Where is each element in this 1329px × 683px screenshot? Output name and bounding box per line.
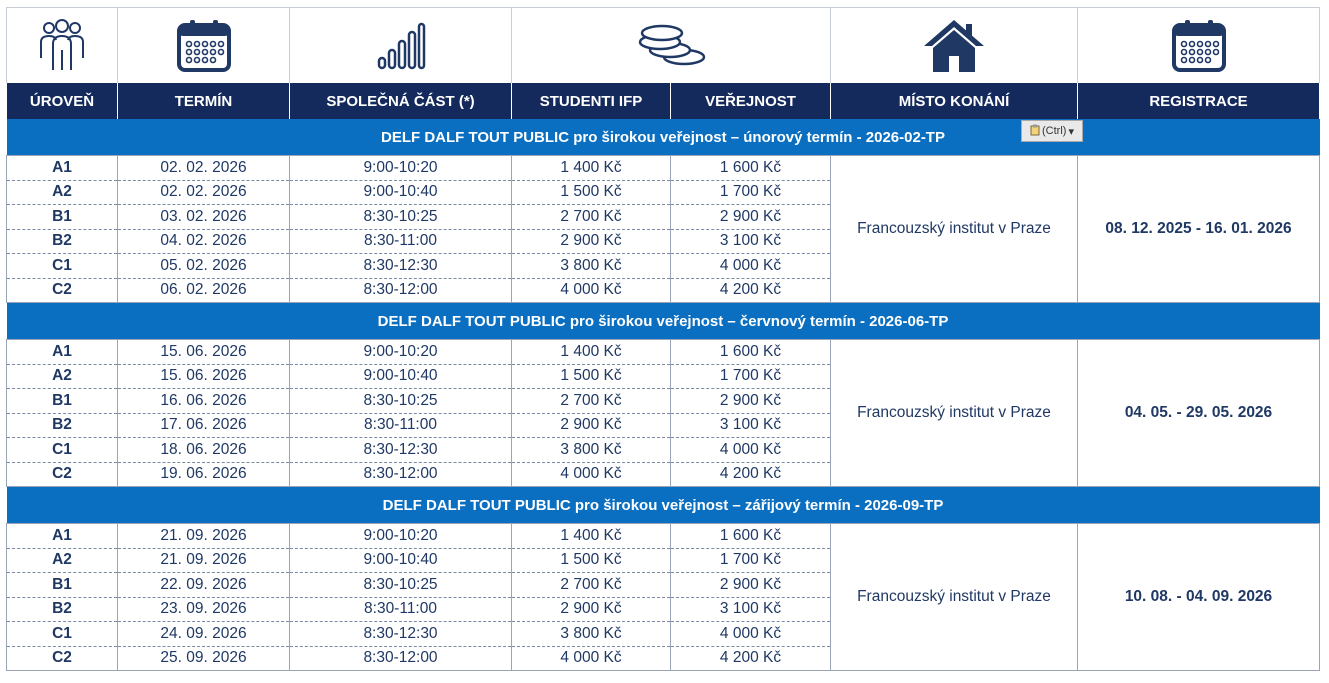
icon-cell-level [7, 8, 118, 84]
registration-cell: 08. 12. 2025 - 16. 01. 2026 [1078, 156, 1320, 303]
students-price-cell: 2 900 Kč [512, 413, 671, 438]
level-cell: B2 [7, 413, 118, 438]
level-cell: A1 [7, 156, 118, 181]
time-cell: 8:30-12:00 [290, 646, 512, 671]
level-cell: C1 [7, 438, 118, 463]
public-price-cell: 1 700 Kč [671, 548, 831, 573]
public-price-cell: 4 000 Kč [671, 438, 831, 463]
public-price-cell: 4 200 Kč [671, 462, 831, 487]
time-cell: 9:00-10:20 [290, 524, 512, 549]
section-title: DELF DALF TOUT PUBLIC pro širokou veřejnost – červnový termín - 2026-06-TP [7, 303, 1320, 340]
time-cell: 8:30-10:25 [290, 205, 512, 230]
date-cell: 21. 09. 2026 [118, 548, 290, 573]
time-cell: 8:30-12:30 [290, 622, 512, 647]
date-cell: 24. 09. 2026 [118, 622, 290, 647]
header-row [7, 83, 1320, 119]
time-cell: 8:30-10:25 [290, 573, 512, 598]
date-cell: 22. 09. 2026 [118, 573, 290, 598]
calendar-icon [1171, 19, 1227, 73]
students-price-cell: 2 900 Kč [512, 597, 671, 622]
date-cell: 06. 02. 2026 [118, 278, 290, 303]
date-cell: 17. 06. 2026 [118, 413, 290, 438]
public-price-cell: 1 600 Kč [671, 340, 831, 365]
students-price-cell: 2 900 Kč [512, 229, 671, 254]
students-price-cell: 4 000 Kč [512, 278, 671, 303]
students-price-cell: 3 800 Kč [512, 438, 671, 463]
level-cell: C2 [7, 462, 118, 487]
date-cell: 25. 09. 2026 [118, 646, 290, 671]
exam-schedule-table [6, 7, 1320, 671]
level-cell: C1 [7, 622, 118, 647]
public-price-cell: 2 900 Kč [671, 389, 831, 414]
public-price-cell: 3 100 Kč [671, 597, 831, 622]
public-price-cell: 3 100 Kč [671, 413, 831, 438]
level-cell: C2 [7, 278, 118, 303]
section-title: DELF DALF TOUT PUBLIC pro širokou veřejnost – únorový termín - 2026-02-TP [7, 119, 1320, 156]
students-price-cell: 3 800 Kč [512, 254, 671, 279]
date-cell: 02. 02. 2026 [118, 180, 290, 205]
public-price-cell: 2 900 Kč [671, 573, 831, 598]
header-place: MÍSTO KONÁNÍ [831, 83, 1078, 119]
section-header-row [7, 487, 1320, 524]
level-cell: C2 [7, 646, 118, 671]
students-price-cell: 3 800 Kč [512, 622, 671, 647]
header-common: SPOLEČNÁ ČÁST (*) [290, 83, 512, 119]
level-cell: A1 [7, 340, 118, 365]
calendar-icon [176, 19, 232, 73]
date-cell: 23. 09. 2026 [118, 597, 290, 622]
public-price-cell: 2 900 Kč [671, 205, 831, 230]
level-cell: A2 [7, 548, 118, 573]
time-cell: 8:30-12:30 [290, 438, 512, 463]
time-cell: 9:00-10:40 [290, 548, 512, 573]
level-cell: C1 [7, 254, 118, 279]
date-cell: 16. 06. 2026 [118, 389, 290, 414]
table-row [7, 340, 1320, 365]
section-title: DELF DALF TOUT PUBLIC pro širokou veřejnost – zářijový termín - 2026-09-TP [7, 487, 1320, 524]
public-price-cell: 4 200 Kč [671, 278, 831, 303]
public-price-cell: 1 700 Kč [671, 364, 831, 389]
level-cell: B1 [7, 573, 118, 598]
students-price-cell: 1 400 Kč [512, 156, 671, 181]
public-price-cell: 4 000 Kč [671, 254, 831, 279]
place-cell: Francouzský institut v Praze [831, 340, 1078, 487]
registration-cell: 04. 05. - 29. 05. 2026 [1078, 340, 1320, 487]
time-cell: 8:30-11:00 [290, 413, 512, 438]
students-price-cell: 1 400 Kč [512, 340, 671, 365]
time-cell: 9:00-10:20 [290, 340, 512, 365]
students-price-cell: 1 500 Kč [512, 180, 671, 205]
students-price-cell: 4 000 Kč [512, 462, 671, 487]
date-cell: 18. 06. 2026 [118, 438, 290, 463]
section-header-row [7, 303, 1320, 340]
time-cell: 9:00-10:20 [290, 156, 512, 181]
students-price-cell: 2 700 Kč [512, 573, 671, 598]
header-public: VEŘEJNOST [671, 83, 831, 119]
students-price-cell: 1 500 Kč [512, 548, 671, 573]
date-cell: 15. 06. 2026 [118, 340, 290, 365]
icon-cell-price [512, 8, 831, 84]
registration-cell: 10. 08. - 04. 09. 2026 [1078, 524, 1320, 671]
header-registration: REGISTRACE [1078, 83, 1320, 119]
section-header-row [7, 119, 1320, 156]
time-cell: 8:30-11:00 [290, 597, 512, 622]
icon-cell-registration [1078, 8, 1320, 84]
icon-cell-place [831, 8, 1078, 84]
header-level: ÚROVEŇ [7, 83, 118, 119]
table-row [7, 524, 1320, 549]
place-cell: Francouzský institut v Praze [831, 524, 1078, 671]
date-cell: 02. 02. 2026 [118, 156, 290, 181]
students-price-cell: 2 700 Kč [512, 205, 671, 230]
students-price-cell: 4 000 Kč [512, 646, 671, 671]
students-price-cell: 2 700 Kč [512, 389, 671, 414]
time-cell: 8:30-12:00 [290, 462, 512, 487]
paste-options-button[interactable] [1021, 120, 1083, 142]
time-cell: 8:30-12:30 [290, 254, 512, 279]
time-cell: 8:30-10:25 [290, 389, 512, 414]
header-students: STUDENTI IFP [512, 83, 671, 119]
date-cell: 21. 09. 2026 [118, 524, 290, 549]
public-price-cell: 4 200 Kč [671, 646, 831, 671]
coins-icon [634, 24, 708, 68]
caret-down-icon: ▾ [1068, 125, 1074, 138]
date-cell: 15. 06. 2026 [118, 364, 290, 389]
level-cell: B1 [7, 389, 118, 414]
table-row [7, 156, 1320, 181]
people-icon [36, 18, 88, 74]
clipboard-icon [1030, 124, 1040, 139]
date-cell: 04. 02. 2026 [118, 229, 290, 254]
level-cell: B2 [7, 229, 118, 254]
date-cell: 05. 02. 2026 [118, 254, 290, 279]
public-price-cell: 1 600 Kč [671, 524, 831, 549]
icon-cell-common [290, 8, 512, 84]
level-cell: B1 [7, 205, 118, 230]
date-cell: 03. 02. 2026 [118, 205, 290, 230]
public-price-cell: 1 600 Kč [671, 156, 831, 181]
time-cell: 9:00-10:40 [290, 364, 512, 389]
time-cell: 8:30-12:00 [290, 278, 512, 303]
public-price-cell: 3 100 Kč [671, 229, 831, 254]
paste-options-label: (Ctrl) [1042, 125, 1067, 137]
time-cell: 9:00-10:40 [290, 180, 512, 205]
date-cell: 19. 06. 2026 [118, 462, 290, 487]
icon-row [7, 8, 1320, 84]
header-date: TERMÍN [118, 83, 290, 119]
icon-cell-date [118, 8, 290, 84]
level-cell: B2 [7, 597, 118, 622]
house-icon [922, 18, 986, 74]
level-cell: A2 [7, 180, 118, 205]
signal-bars-icon [376, 22, 426, 70]
place-cell: Francouzský institut v Praze [831, 156, 1078, 303]
public-price-cell: 1 700 Kč [671, 180, 831, 205]
level-cell: A2 [7, 364, 118, 389]
students-price-cell: 1 400 Kč [512, 524, 671, 549]
public-price-cell: 4 000 Kč [671, 622, 831, 647]
time-cell: 8:30-11:00 [290, 229, 512, 254]
level-cell: A1 [7, 524, 118, 549]
students-price-cell: 1 500 Kč [512, 364, 671, 389]
